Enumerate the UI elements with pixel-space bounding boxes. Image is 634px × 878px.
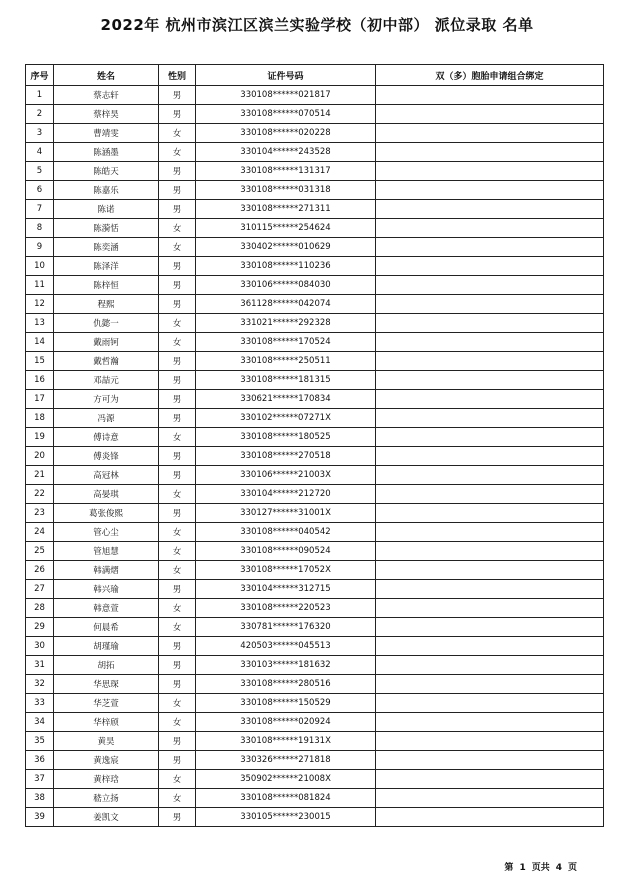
cell-name: 黄昊: [54, 732, 159, 751]
table-row: [26, 124, 604, 143]
cell-id-number: 330106******084030: [196, 276, 376, 295]
table-row: [26, 390, 604, 409]
table-row: [26, 770, 604, 789]
cell-twin-binding: [376, 238, 604, 257]
cell-name: 管旭慧: [54, 542, 159, 561]
cell-name: 陈梓恒: [54, 276, 159, 295]
cell-seq: 12: [26, 295, 54, 314]
cell-name: 胡拓: [54, 656, 159, 675]
cell-gender: 女: [159, 713, 196, 732]
cell-seq: 14: [26, 333, 54, 352]
header-gender: 性别: [159, 65, 196, 86]
cell-name: 韩兴瑜: [54, 580, 159, 599]
table-row: [26, 181, 604, 200]
cell-id-number: 350902******21008X: [196, 770, 376, 789]
cell-twin-binding: [376, 390, 604, 409]
cell-seq: 34: [26, 713, 54, 732]
cell-twin-binding: [376, 86, 604, 105]
cell-name: 方可为: [54, 390, 159, 409]
page-word: 页共: [531, 863, 550, 873]
cell-seq: 31: [26, 656, 54, 675]
cell-twin-binding: [376, 219, 604, 238]
cell-id-number: 330108******280516: [196, 675, 376, 694]
cell-twin-binding: [376, 580, 604, 599]
cell-gender: 男: [159, 257, 196, 276]
cell-twin-binding: [376, 200, 604, 219]
cell-gender: 男: [159, 504, 196, 523]
table-row: [26, 542, 604, 561]
cell-twin-binding: [376, 295, 604, 314]
cell-twin-binding: [376, 143, 604, 162]
cell-gender: 男: [159, 276, 196, 295]
cell-seq: 18: [26, 409, 54, 428]
table-row: [26, 523, 604, 542]
cell-seq: 38: [26, 789, 54, 808]
cell-gender: 女: [159, 599, 196, 618]
cell-gender: 男: [159, 808, 196, 827]
cell-name: 华梓颀: [54, 713, 159, 732]
table-row: [26, 561, 604, 580]
cell-twin-binding: [376, 504, 604, 523]
table-header-row: [26, 65, 604, 86]
cell-name: 仇懿一: [54, 314, 159, 333]
cell-id-number: 330108******150529: [196, 694, 376, 713]
cell-seq: 3: [26, 124, 54, 143]
cell-gender: 男: [159, 447, 196, 466]
table-row: [26, 447, 604, 466]
cell-gender: 男: [159, 656, 196, 675]
cell-gender: 男: [159, 352, 196, 371]
cell-seq: 24: [26, 523, 54, 542]
cell-gender: 男: [159, 181, 196, 200]
cell-gender: 男: [159, 466, 196, 485]
cell-id-number: 330108******081824: [196, 789, 376, 808]
cell-id-number: 330108******020228: [196, 124, 376, 143]
cell-gender: 女: [159, 143, 196, 162]
cell-seq: 5: [26, 162, 54, 181]
cell-twin-binding: [376, 618, 604, 637]
table-row: [26, 599, 604, 618]
cell-id-number: 330104******312715: [196, 580, 376, 599]
cell-seq: 10: [26, 257, 54, 276]
table-row: [26, 257, 604, 276]
cell-name: 曹靖雯: [54, 124, 159, 143]
cell-id-number: 330108******270518: [196, 447, 376, 466]
cell-seq: 11: [26, 276, 54, 295]
page-label: 第: [504, 863, 514, 873]
cell-name: 蔡志轩: [54, 86, 159, 105]
cell-gender: 男: [159, 637, 196, 656]
cell-twin-binding: [376, 314, 604, 333]
cell-twin-binding: [376, 675, 604, 694]
cell-id-number: 330108******170524: [196, 333, 376, 352]
cell-id-number: 310115******254624: [196, 219, 376, 238]
table-row: [26, 713, 604, 732]
cell-seq: 39: [26, 808, 54, 827]
cell-seq: 15: [26, 352, 54, 371]
cell-name: 黄逸宸: [54, 751, 159, 770]
cell-seq: 23: [26, 504, 54, 523]
cell-gender: 男: [159, 675, 196, 694]
cell-seq: 27: [26, 580, 54, 599]
table-row: [26, 105, 604, 124]
cell-twin-binding: [376, 542, 604, 561]
cell-id-number: 330108******181315: [196, 371, 376, 390]
cell-name: 陈漪恬: [54, 219, 159, 238]
cell-gender: 男: [159, 86, 196, 105]
cell-gender: 女: [159, 485, 196, 504]
table-row: [26, 200, 604, 219]
cell-id-number: 330108******220523: [196, 599, 376, 618]
table-row: [26, 618, 604, 637]
cell-gender: 女: [159, 333, 196, 352]
cell-twin-binding: [376, 257, 604, 276]
header-twin-binding: 双（多）胞胎申请组合绑定: [376, 65, 604, 86]
cell-seq: 33: [26, 694, 54, 713]
cell-id-number: 420503******045513: [196, 637, 376, 656]
cell-id-number: 330106******21003X: [196, 466, 376, 485]
table-row: [26, 485, 604, 504]
cell-seq: 37: [26, 770, 54, 789]
cell-twin-binding: [376, 561, 604, 580]
cell-id-number: 330108******17052X: [196, 561, 376, 580]
cell-twin-binding: [376, 732, 604, 751]
cell-gender: 男: [159, 105, 196, 124]
cell-seq: 17: [26, 390, 54, 409]
cell-gender: 男: [159, 751, 196, 770]
admission-list-table: [25, 64, 604, 827]
cell-twin-binding: [376, 808, 604, 827]
page-indicator: [501, 860, 580, 873]
table-row: [26, 295, 604, 314]
header-name: 姓名: [54, 65, 159, 86]
cell-id-number: 330108******021817: [196, 86, 376, 105]
cell-name: 黄梓琀: [54, 770, 159, 789]
cell-name: 高晏琪: [54, 485, 159, 504]
cell-id-number: 330108******040542: [196, 523, 376, 542]
cell-id-number: 330108******271311: [196, 200, 376, 219]
cell-id-number: 330103******181632: [196, 656, 376, 675]
cell-twin-binding: [376, 181, 604, 200]
cell-twin-binding: [376, 333, 604, 352]
table-row: [26, 580, 604, 599]
cell-name: 华芝萱: [54, 694, 159, 713]
cell-name: 姜凯文: [54, 808, 159, 827]
cell-id-number: 330104******212720: [196, 485, 376, 504]
cell-gender: 男: [159, 162, 196, 181]
cell-name: 陈奕涵: [54, 238, 159, 257]
current-page: 1: [519, 863, 526, 873]
cell-gender: 男: [159, 295, 196, 314]
cell-id-number: 330108******110236: [196, 257, 376, 276]
cell-name: 华思琛: [54, 675, 159, 694]
cell-gender: 女: [159, 770, 196, 789]
cell-id-number: 330108******031318: [196, 181, 376, 200]
cell-gender: 女: [159, 789, 196, 808]
cell-name: 陈皓天: [54, 162, 159, 181]
cell-gender: 男: [159, 200, 196, 219]
cell-twin-binding: [376, 485, 604, 504]
cell-id-number: 330105******230015: [196, 808, 376, 827]
cell-twin-binding: [376, 409, 604, 428]
cell-id-number: 330108******19131X: [196, 732, 376, 751]
table-row: [26, 86, 604, 105]
cell-twin-binding: [376, 371, 604, 390]
table-row: [26, 371, 604, 390]
cell-id-number: 330104******243528: [196, 143, 376, 162]
cell-gender: 男: [159, 580, 196, 599]
cell-twin-binding: [376, 276, 604, 295]
table-row: [26, 466, 604, 485]
cell-seq: 6: [26, 181, 54, 200]
table-row: [26, 694, 604, 713]
cell-gender: 女: [159, 542, 196, 561]
cell-twin-binding: [376, 466, 604, 485]
cell-id-number: 330127******31001X: [196, 504, 376, 523]
table-row: [26, 789, 604, 808]
cell-gender: 女: [159, 561, 196, 580]
header-seq: 序号: [26, 65, 54, 86]
table-row: [26, 276, 604, 295]
table-row: [26, 732, 604, 751]
cell-twin-binding: [376, 599, 604, 618]
cell-name: 傅诗意: [54, 428, 159, 447]
cell-name: 韩满熠: [54, 561, 159, 580]
cell-id-number: 330108******131317: [196, 162, 376, 181]
table-row: [26, 162, 604, 181]
cell-gender: 男: [159, 390, 196, 409]
cell-gender: 女: [159, 219, 196, 238]
cell-name: 陈嘉乐: [54, 181, 159, 200]
table-row: [26, 504, 604, 523]
table-row: [26, 675, 604, 694]
cell-twin-binding: [376, 105, 604, 124]
cell-id-number: 330108******090524: [196, 542, 376, 561]
cell-seq: 16: [26, 371, 54, 390]
cell-twin-binding: [376, 124, 604, 143]
cell-id-number: 330108******020924: [196, 713, 376, 732]
cell-twin-binding: [376, 770, 604, 789]
cell-gender: 女: [159, 694, 196, 713]
cell-seq: 7: [26, 200, 54, 219]
table-row: [26, 428, 604, 447]
cell-twin-binding: [376, 656, 604, 675]
cell-name: 管心尘: [54, 523, 159, 542]
cell-twin-binding: [376, 162, 604, 181]
cell-seq: 8: [26, 219, 54, 238]
cell-name: 嵇立扬: [54, 789, 159, 808]
cell-id-number: 331021******292328: [196, 314, 376, 333]
table-row: [26, 219, 604, 238]
cell-seq: 20: [26, 447, 54, 466]
cell-name: 葛张俊熙: [54, 504, 159, 523]
cell-gender: 男: [159, 409, 196, 428]
cell-twin-binding: [376, 751, 604, 770]
cell-twin-binding: [376, 713, 604, 732]
cell-seq: 36: [26, 751, 54, 770]
cell-name: 胡瑾瑜: [54, 637, 159, 656]
cell-gender: 男: [159, 371, 196, 390]
cell-seq: 28: [26, 599, 54, 618]
cell-gender: 男: [159, 732, 196, 751]
cell-twin-binding: [376, 637, 604, 656]
cell-name: 戴哲瀚: [54, 352, 159, 371]
cell-seq: 9: [26, 238, 54, 257]
cell-gender: 女: [159, 523, 196, 542]
cell-gender: 女: [159, 428, 196, 447]
cell-seq: 35: [26, 732, 54, 751]
cell-gender: 女: [159, 238, 196, 257]
cell-name: 陈诺: [54, 200, 159, 219]
cell-name: 陈涵墨: [54, 143, 159, 162]
cell-seq: 13: [26, 314, 54, 333]
table-row: [26, 808, 604, 827]
cell-twin-binding: [376, 523, 604, 542]
cell-seq: 21: [26, 466, 54, 485]
cell-name: 邓喆元: [54, 371, 159, 390]
cell-seq: 4: [26, 143, 54, 162]
table-row: [26, 637, 604, 656]
page-title: 2022年 杭州市滨江区滨兰实验学校（初中部） 派位录取 名单: [100, 16, 534, 34]
cell-seq: 19: [26, 428, 54, 447]
cell-gender: 女: [159, 314, 196, 333]
cell-twin-binding: [376, 789, 604, 808]
cell-name: 戴雨钶: [54, 333, 159, 352]
table-row: [26, 751, 604, 770]
table-row: [26, 143, 604, 162]
cell-id-number: 330102******07271X: [196, 409, 376, 428]
page-unit: 页: [567, 863, 577, 873]
cell-seq: 25: [26, 542, 54, 561]
table-row: [26, 656, 604, 675]
total-pages: 4: [555, 863, 562, 873]
cell-name: 高冠林: [54, 466, 159, 485]
cell-seq: 1: [26, 86, 54, 105]
cell-id-number: 330402******010629: [196, 238, 376, 257]
cell-twin-binding: [376, 428, 604, 447]
table-row: [26, 409, 604, 428]
cell-id-number: 330108******180525: [196, 428, 376, 447]
cell-seq: 30: [26, 637, 54, 656]
cell-id-number: 330326******271818: [196, 751, 376, 770]
table-row: [26, 238, 604, 257]
table-row: [26, 314, 604, 333]
cell-name: 程熙: [54, 295, 159, 314]
cell-name: 冯源: [54, 409, 159, 428]
cell-twin-binding: [376, 352, 604, 371]
cell-id-number: 330108******070514: [196, 105, 376, 124]
cell-seq: 32: [26, 675, 54, 694]
cell-twin-binding: [376, 447, 604, 466]
cell-id-number: 361128******042074: [196, 295, 376, 314]
cell-name: 何晨希: [54, 618, 159, 637]
cell-id-number: 330108******250511: [196, 352, 376, 371]
cell-name: 傅炎锋: [54, 447, 159, 466]
table-row: [26, 333, 604, 352]
cell-name: 陈泽洋: [54, 257, 159, 276]
cell-twin-binding: [376, 694, 604, 713]
cell-id-number: 330781******176320: [196, 618, 376, 637]
table-row: [26, 352, 604, 371]
cell-name: 韩意萱: [54, 599, 159, 618]
cell-seq: 2: [26, 105, 54, 124]
cell-seq: 26: [26, 561, 54, 580]
header-id-number: 证件号码: [196, 65, 376, 86]
cell-name: 蔡梓昊: [54, 105, 159, 124]
cell-seq: 22: [26, 485, 54, 504]
cell-gender: 女: [159, 618, 196, 637]
cell-id-number: 330621******170834: [196, 390, 376, 409]
cell-seq: 29: [26, 618, 54, 637]
cell-gender: 女: [159, 124, 196, 143]
